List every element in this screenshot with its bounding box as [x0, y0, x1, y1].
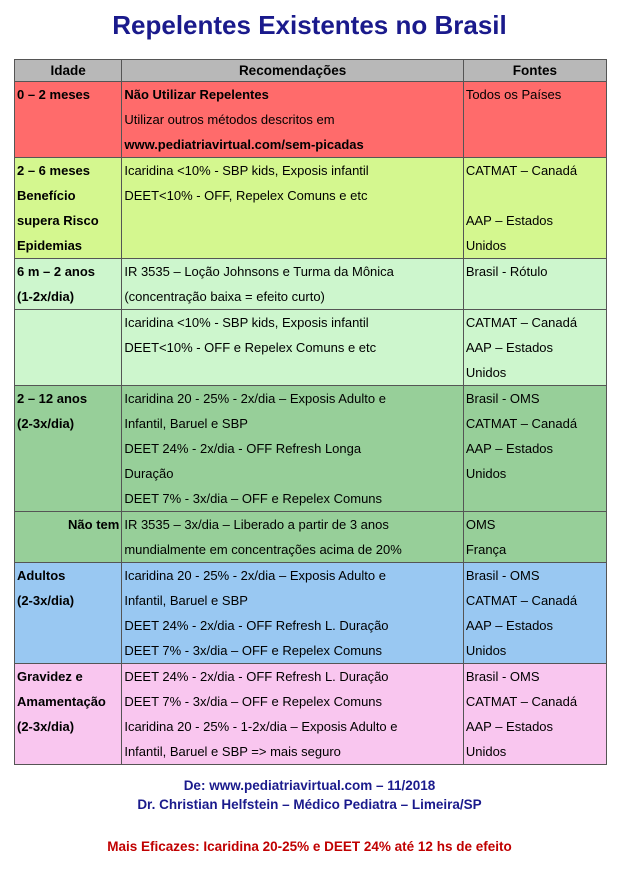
recommendation-text: Não Utilizar Repelentes [124, 87, 269, 102]
recommendation-cell [122, 563, 463, 664]
table-row [15, 158, 607, 259]
recommendation-text: Icaridina 20 - 25% - 2x/dia – Exposis Adulto e [124, 391, 386, 406]
age-cell [15, 512, 122, 563]
source-text: CATMAT – Canadá [465, 593, 578, 608]
recommendation-cell [122, 664, 463, 765]
age-text: Gravidez e [17, 669, 83, 684]
age-text: (1-2x/dia) [17, 289, 75, 304]
source-text: Todos os Países [465, 87, 562, 102]
age-text: Epidemias [17, 238, 83, 253]
recommendation-text: Infantil, Baruel e SBP [124, 593, 248, 608]
age-text: 0 – 2 meses [17, 87, 91, 102]
table-row [15, 82, 607, 158]
recommendation-cell [122, 512, 463, 563]
age-text: 2 – 6 meses [17, 163, 91, 178]
recommendation-text: IR 3535 – Loção Johnsons e Turma da Mônica [124, 264, 394, 279]
source-text: AAP – Estados [465, 213, 554, 228]
age-text: 6 m – 2 anos [17, 264, 96, 279]
recommendation-text: Icaridina <10% - SBP kids, Exposis infantil [124, 315, 369, 330]
recommendation-text: Infantil, Baruel e SBP [124, 416, 248, 431]
footer-note: Mais Eficazes: Icaridina 20-25% e DEET 24% até 12 hs de efeito [107, 839, 512, 854]
recommendation-cell [122, 259, 463, 310]
recommendation-text: mundialmente em concentrações acima de 20% [124, 542, 402, 557]
source-cell [463, 158, 606, 259]
source-cell [463, 386, 606, 512]
recommendation-cell [122, 310, 463, 386]
age-cell [15, 386, 122, 512]
source-text: AAP – Estados [465, 340, 554, 355]
source-text: Unidos [465, 238, 507, 253]
source-cell [463, 259, 606, 310]
page-title: Repelentes Existentes no Brasil [112, 10, 507, 40]
source-text: Unidos [465, 466, 507, 481]
age-cell [15, 158, 122, 259]
source-cell [463, 310, 606, 386]
recommendation-text: DEET 24% - 2x/dia - OFF Refresh Longa [124, 441, 362, 456]
age-cell [15, 259, 122, 310]
source-text: CATMAT – Canadá [465, 163, 578, 178]
recommendation-text: DEET 24% - 2x/dia - OFF Refresh L. Duração [124, 669, 389, 684]
table-row [15, 563, 607, 664]
age-text: supera Risco [17, 213, 99, 228]
source-text: Unidos [465, 744, 507, 759]
age-text: (2-3x/dia) [17, 719, 75, 734]
recommendation-text: DEET 7% - 3x/dia – OFF e Repelex Comuns [124, 491, 383, 506]
table-header-row [15, 60, 607, 82]
source-cell [463, 512, 606, 563]
age-cell [15, 664, 122, 765]
recommendation-text: (concentração baixa = efeito curto) [124, 289, 325, 304]
source-text: AAP – Estados [465, 441, 554, 456]
source-cell [463, 563, 606, 664]
header-age: Idade [15, 60, 122, 82]
source-text: CATMAT – Canadá [465, 315, 578, 330]
recommendation-text: DEET 7% - 3x/dia – OFF e Repelex Comuns [124, 643, 383, 658]
table-row [15, 386, 607, 512]
source-text: Unidos [465, 643, 507, 658]
recommendation-text: DEET 24% - 2x/dia - OFF Refresh L. Duração [124, 618, 389, 633]
recommendation-text: Duração [124, 466, 174, 481]
repellents-table [14, 59, 607, 765]
recommendation-text: Icaridina 20 - 25% - 2x/dia – Exposis Adulto e [124, 568, 386, 583]
source-text: Brasil - OMS [465, 568, 540, 583]
source-text [466, 183, 604, 208]
header-sources: Fontes [463, 60, 606, 82]
recommendation-text: IR 3535 – 3x/dia – Liberado a partir de 3 anos [124, 517, 389, 532]
header-recommendations: Recomendações [122, 60, 463, 82]
source-text: Unidos [465, 365, 507, 380]
recommendation-text: Icaridina <10% - SBP kids, Exposis infantil [124, 163, 369, 178]
age-text: Amamentação [17, 694, 106, 709]
source-cell [463, 82, 606, 158]
recommendation-text: Icaridina 20 - 25% - 1-2x/dia – Exposis Adulto e [124, 719, 398, 734]
age-cell [15, 310, 122, 386]
age-cell [15, 82, 122, 158]
recommendation-cell [122, 82, 463, 158]
recommendation-link: www.pediatriavirtual.com/sem-picadas [124, 137, 364, 152]
age-text: Adultos [17, 568, 66, 583]
age-text: (2-3x/dia) [17, 593, 75, 608]
recommendation-text: DEET<10% - OFF, Repelex Comuns e etc [124, 188, 368, 203]
source-text: França [465, 542, 507, 557]
source-text: AAP – Estados [465, 618, 554, 633]
age-text: (2-3x/dia) [17, 416, 75, 431]
footer-site: De: www.pediatriavirtual.com – 11/2018 [183, 778, 436, 793]
recommendation-cell [122, 158, 463, 259]
source-text: Brasil - OMS [465, 669, 540, 684]
recommendation-text: Utilizar outros métodos descritos em [124, 112, 335, 127]
recommendation-cell [122, 386, 463, 512]
source-text: CATMAT – Canadá [465, 694, 578, 709]
age-text: 2 – 12 anos [17, 391, 88, 406]
source-cell [463, 664, 606, 765]
table-row [15, 259, 607, 310]
table-row [15, 310, 607, 386]
recommendation-text: Infantil, Baruel e SBP => mais seguro [124, 744, 341, 759]
table-row [15, 512, 607, 563]
source-text: Brasil - OMS [465, 391, 540, 406]
table-row [15, 664, 607, 765]
source-text: AAP – Estados [465, 719, 554, 734]
age-text: Benefício [17, 188, 76, 203]
age-cell [15, 563, 122, 664]
recommendation-text: DEET 7% - 3x/dia – OFF e Repelex Comuns [124, 694, 383, 709]
footer-author: Dr. Christian Helfstein – Médico Pediatra – Limeira/SP [137, 797, 482, 812]
source-text: OMS [465, 517, 496, 532]
age-text: Não tem [68, 517, 120, 532]
source-text: Brasil - Rótulo [465, 264, 548, 279]
recommendation-text: DEET<10% - OFF e Repelex Comuns e etc [124, 340, 377, 355]
source-text: CATMAT – Canadá [465, 416, 578, 431]
